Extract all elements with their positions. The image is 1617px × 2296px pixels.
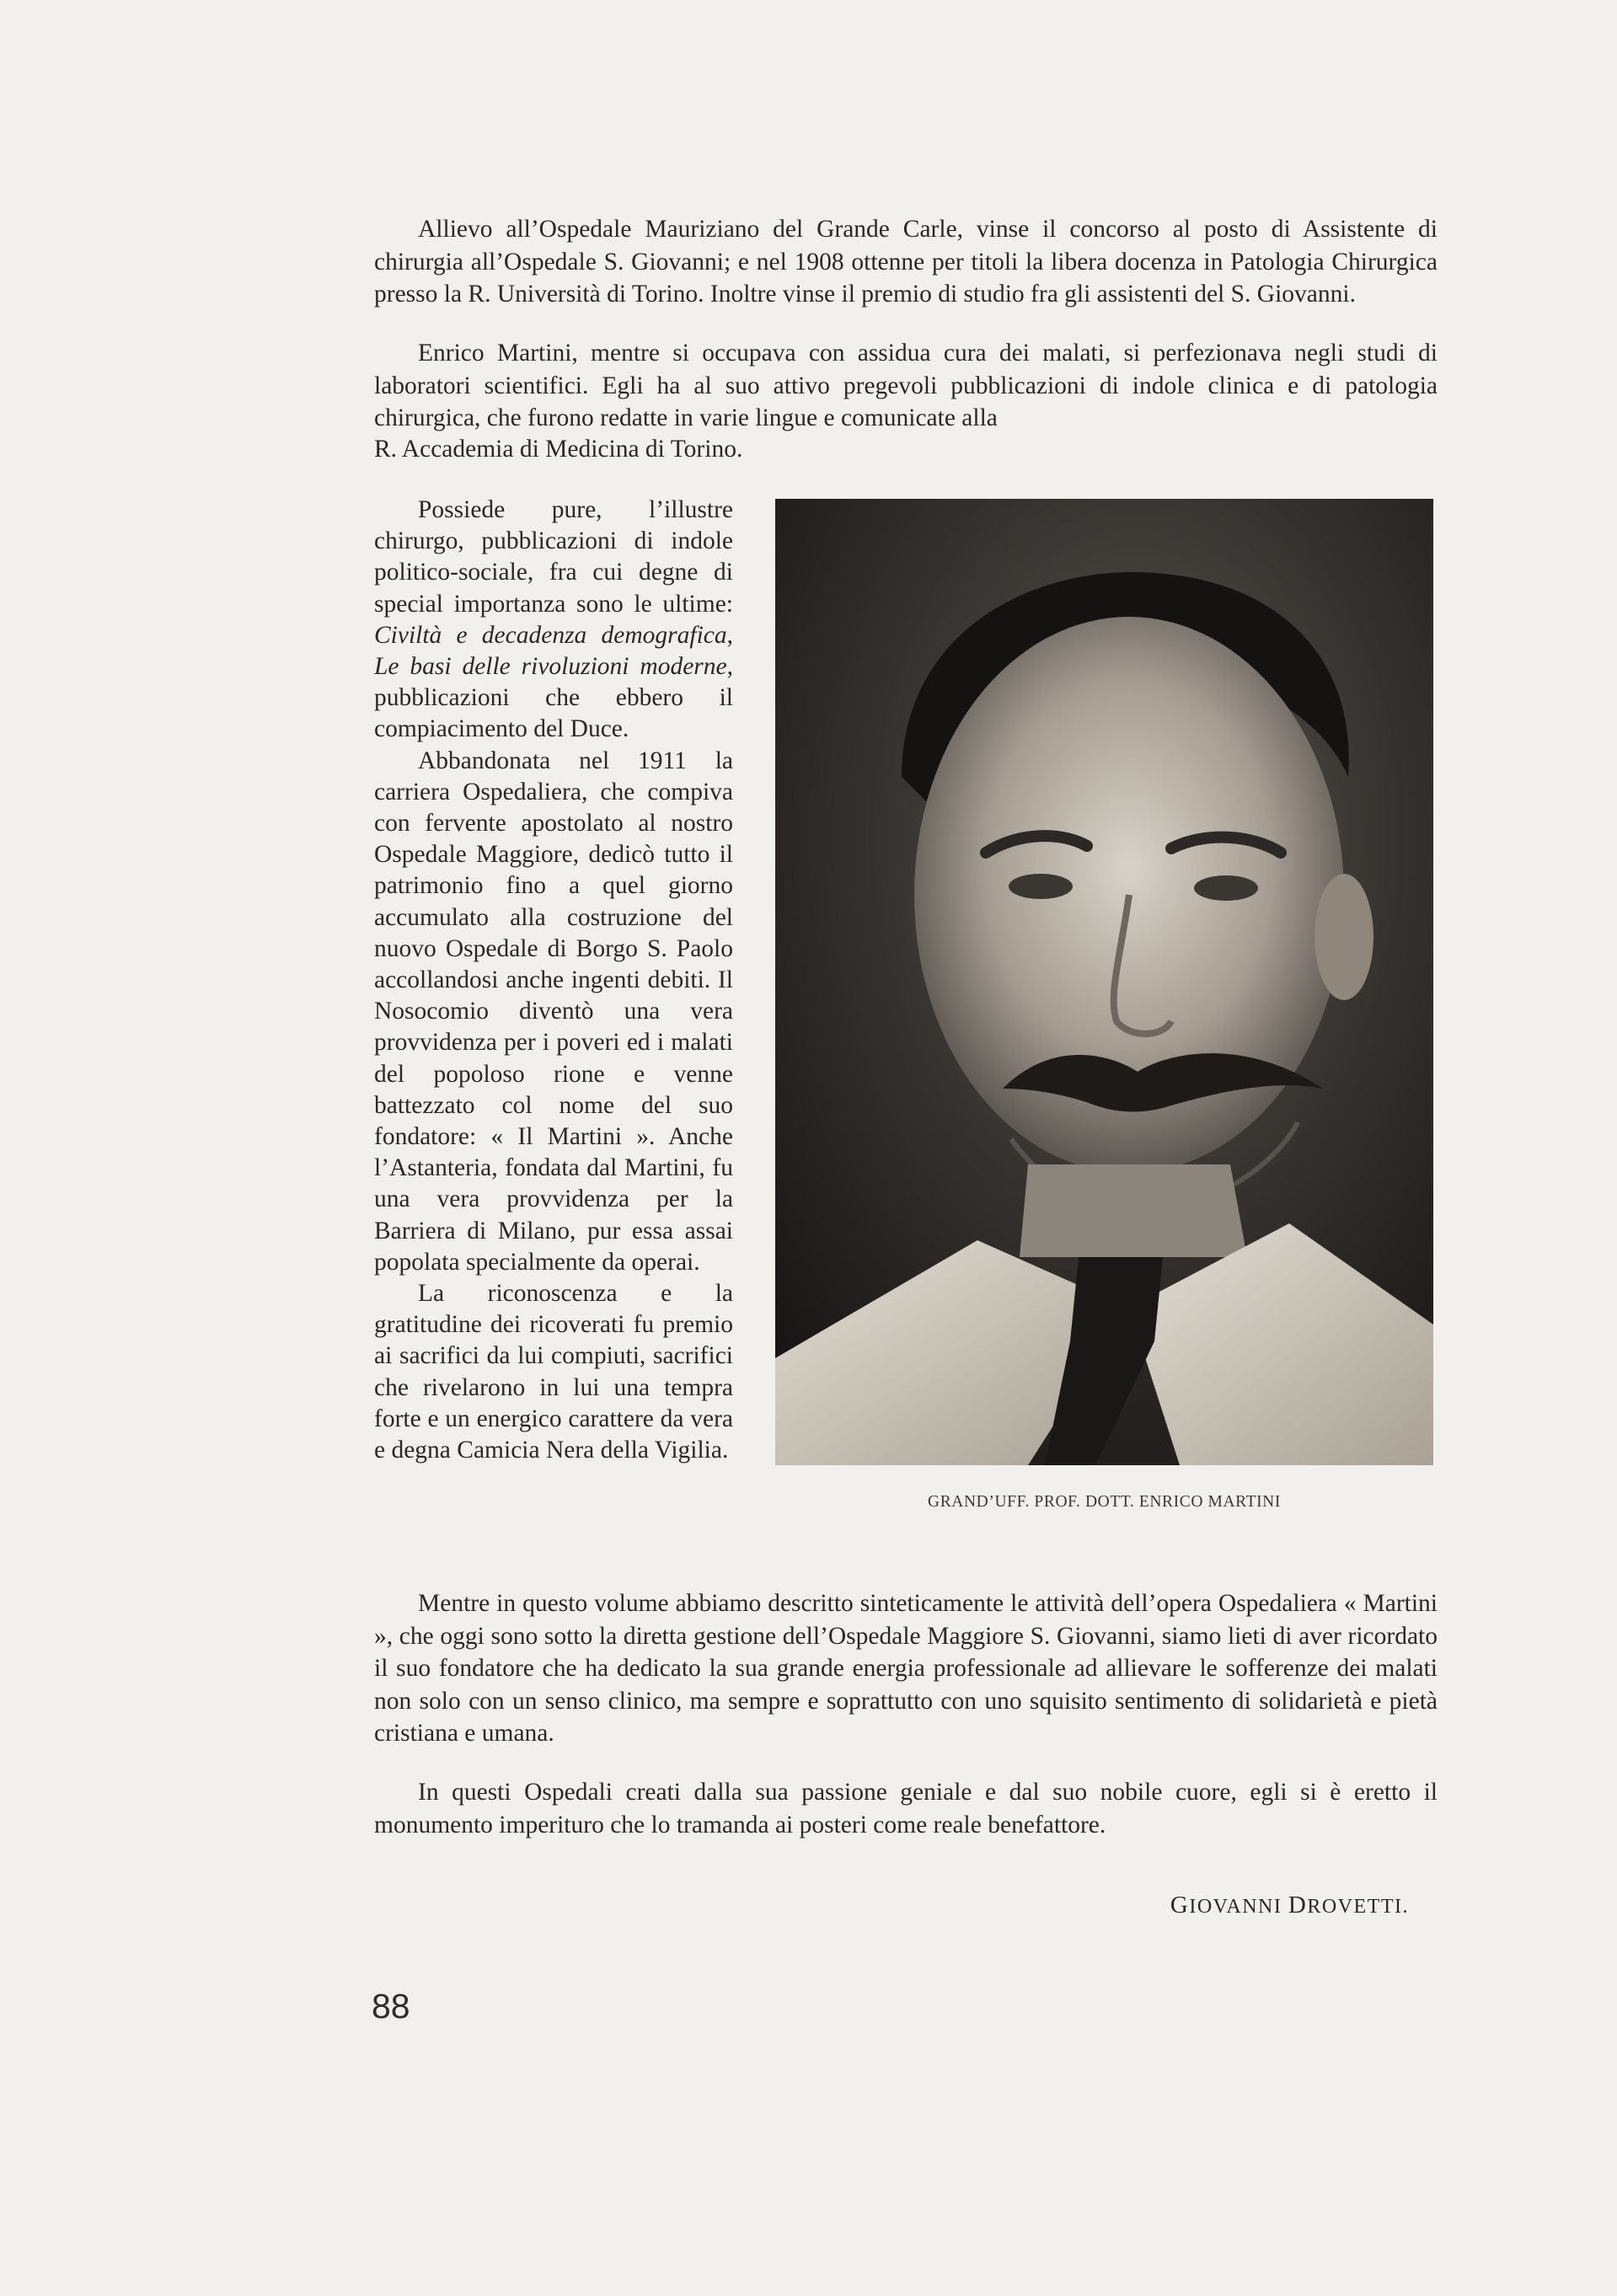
publications-text: Possiede pure, l’illustre chirurgo, pubblicazioni di indole politico-sociale, fra cui degne di special importanza sono le ultime: (374, 496, 733, 618)
paragraph-intro-2-end: R. Accademia di Medicina di Torino. (374, 436, 743, 463)
column-paragraph-publications (374, 495, 733, 746)
text-column (374, 495, 733, 1466)
book-title-basi: Le basi delle rivoluzioni moderne (374, 653, 727, 681)
paragraph-conclusion-1: Mentre in questo volume abbiamo descritto sinteticamente le attività dell’opera Ospedaliera « Martini », che oggi sono sotto la diretta gestione dell’Ospedale Maggiore S. Giovanni, siamo lieti di aver ricordato il suo fondatore che ha dedicato la sua grande energia professionale ad allievare le sofferenze dei malati non solo con un senso clinico, ma sempre e soprattutto con uno squisito sentimento di solidarietà e pietà cristiana e umana. (374, 1590, 1438, 1747)
signature-first-rest: IOVANNI (1189, 1896, 1282, 1918)
paragraph-intro-2: Enrico Martini, mentre si occupava con assidua cura dei malati, si perfezionava negli studi di laboratori scientifici. Egli ha al suo attivo pregevoli pubblicazioni di indole clinica e di patologia chirurgica, che furono redatte in varie lingue e comunicate alla (374, 340, 1438, 431)
signature-first-initial: G (1170, 1892, 1190, 1919)
signature-last-rest: ROVETTI. (1307, 1896, 1409, 1918)
book-title-civilta: Civiltà e decadenza demografica (374, 621, 727, 649)
separator: , (726, 621, 733, 649)
paragraph-conclusion-2: In questi Ospedali creati dalla sua passione geniale e dal suo nobile cuore, egli si è eretto il monumento imperituro che lo tramanda ai posteri come reale benefattore. (374, 1779, 1438, 1838)
portrait-image (775, 499, 1433, 1465)
column-paragraph-hospital: Abbandonata nel 1911 la carriera Ospedaliera, che compiva con fervente apostolato al nostro Ospedale Maggiore, dedicò tutto il patrimonio fino a quel giorno accumulato alla costruzione del nuovo Ospedale di Borgo S. Paolo accollandosi anche ingenti debiti. Il Nosocomio diventò una vera provvidenza per i poveri ed i malati del popoloso rione e venne battezzato col nome del suo fondatore: « Il Martini ». Anche l’Astanteria, fondata dal Martini, fu una vera provvidenza per la Barriera di Milano, pur essa assai popolata specialmente da operai. (374, 747, 733, 1276)
signature-last-initial: D (1288, 1892, 1308, 1919)
column-paragraph-gratitude: La riconoscenza e la gratitudine dei ricoverati fu premio ai sacrifici da lui compiuti, sacrifici che rivelarono in lui una tempra forte e un energico carattere da vera e degna Camicia Nera della Vigilia. (374, 1280, 733, 1464)
page-number: 88 (372, 1987, 410, 2026)
photo-caption: GRAND’UFF. PROF. DOTT. ENRICO MARTINI (928, 1493, 1281, 1511)
publications-text-end: , pubblicazioni che ebbero il compiacimento del Duce. (374, 653, 733, 743)
paragraph-intro-1: Allievo all’Ospedale Mauriziano del Grande Carle, vinse il concorso al posto di Assistente di chirurgia all’Ospedale S. Giovanni; e nel 1908 ottenne per titoli la libera docenza in Patologia Chirurgica presso la R. Università di Torino. Inoltre vinse il premio di studio fra gli assistenti del S. Giovanni. (374, 216, 1438, 308)
portrait-photo (775, 499, 1433, 1465)
author-signature (1154, 1892, 1409, 1919)
